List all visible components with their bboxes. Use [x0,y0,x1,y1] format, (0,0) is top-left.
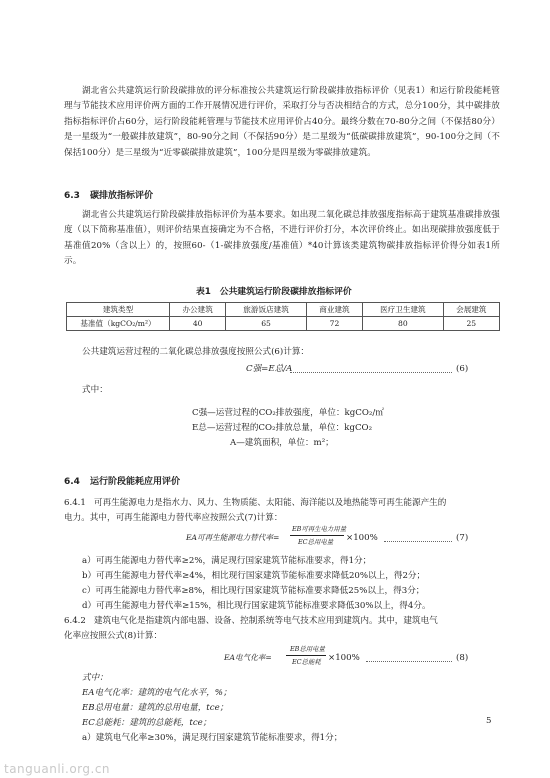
table-header-cell: 会展建筑 [443,303,499,317]
section-number: 6.4 [64,477,80,487]
definition-line: EA电气化率：建筑的电气化水平，%； [82,688,232,698]
clause-text: 化率应按照公式(8)计算： [64,631,163,641]
formula-8-tail: ×100% [328,653,360,663]
table-header-cell: 办公建筑 [170,303,226,317]
table-cell: 40 [170,317,226,331]
definition-line: C强—运营过程的CO₂排放强度，单位：kgCO₂/㎡ [192,408,384,418]
table-header-cell: 旅游饭店建筑 [226,303,307,317]
carbon-baseline-table [66,302,500,331]
table-row-label: 基准值（kgCO₂/m²） [67,317,170,331]
list-item: d）可再生能源电力替代率≥15%，相比现行国家建筑节能标准要求降低30%以上，得4分。 [82,601,431,611]
leader-dots [366,661,452,662]
clause-text: 电力。其中，可再生能源电力替代率应按照公式(7)计算： [64,513,283,523]
formula-8-lhs: EA电气化率= [224,653,272,662]
formula-7-number: (7) [456,533,469,543]
list-item: a）可再生能源电力替代率≥2%，满足现行国家建筑节能标准要求，得1分； [82,556,372,566]
page-number: 5 [486,716,492,726]
section-title: 碳排放指标评价 [90,191,154,201]
table-cell: 72 [306,317,362,331]
definition-line: EC总能耗：建筑的总能耗，tce； [82,718,212,728]
table-row [67,317,500,331]
leader-dots [290,372,452,373]
formula-8-denominator: EC总能耗 [292,658,321,666]
definition-line: EB总用电量：建筑的总用电量，tce； [82,703,229,713]
list-item: b）可再生能源电力替代率≥4%，相比现行国家建筑节能标准要求降低20%以上，得2分； [82,571,426,581]
where-label: 式中： [82,673,108,683]
definition-line: A—建筑面积，单位：m²； [230,438,334,448]
table-header-cell: 建筑类型 [67,303,170,317]
formula-8-number: (8) [456,653,469,663]
clause-number: 6.4.1 [64,498,86,508]
table-cell: 25 [443,317,499,331]
clause-number: 6.4.2 [64,616,86,626]
leader-dots [384,541,452,542]
formula-7-lhs: EA可再生能源电力替代率= [186,533,280,542]
table-cell: 65 [226,317,307,331]
table-cell: 80 [363,317,444,331]
list-item: a）建筑电气化率≥30%，满足现行国家建筑节能标准要求，得1分； [82,733,343,743]
fraction-bar [286,655,326,656]
clause-text: 可再生能源电力是指水力、风力、生物质能、太阳能、海洋能以及地热能等可再生能源产生的 [94,498,447,508]
definition-line: E总—运营过程的CO₂排放总量，单位：kgCO₂ [192,423,373,433]
table-caption: 表1 公共建筑运行阶段碳排放指标评价 [196,287,352,297]
formula-6-intro: 公共建筑运营过程的二氧化碳总排放强度按照公式(6)计算： [82,347,310,357]
formula-7-denominator: EC总用电量 [298,538,334,546]
clause-text: 建筑电气化是指建筑内部电器、设备、控制系统等电气技术应用到建筑内。其中，建筑电气 [94,616,438,626]
section-number: 6.3 [64,191,80,201]
fraction-bar [290,535,344,536]
table-header-row [67,303,500,317]
paragraph-6-3: 湖北省公共建筑运行阶段碳排放指标评价为基本要求。如出现二氧化碳总排放强度指标高于建筑基准碳排放强度（以下简称基准值），则评价结果直接确定为不合格，不进行评价打分，本次评价终止。如出现碳排放强度低于基准值20%（含以上）的，按照60-（1-碳排放强度/基准值）*40计算该类建筑物碳排放指标评价得分如表1所示。 [64,210,500,267]
section-heading-6-3 [64,188,153,201]
formula-7-numerator: EB可再生电力用量 [292,525,347,533]
section-title: 运行阶段能耗应用评价 [90,477,181,487]
formula-6: C强=E总/A [246,364,293,374]
list-item: c）可再生能源电力替代率≥8%，相比现行国家建筑节能标准要求降低25%以上，得3分； [82,586,425,596]
where-label: 式中： [82,385,108,395]
formula-8-numerator: EB总用电量 [290,645,325,653]
section-heading-6-4 [64,474,180,487]
table-header-cell: 商业建筑 [306,303,362,317]
formula-7-tail: ×100% [346,533,378,543]
table-header-cell: 医疗卫生建筑 [363,303,444,317]
watermark: tanguanli.org.cn [4,762,111,776]
formula-6-number: (6) [456,364,469,374]
intro-paragraph: 湖北省公共建筑运行阶段碳排放的评分标准按公共建筑运行阶段碳排放指标评价（见表1）和运行阶段能耗管理与节能技术应用评价两方面的工作开展情况进行评价，采取打分与否决相结合的方式，总分100分，其中碳排放指标指标评价占60分，运行阶段能耗管理与节能技术应用评价占40分。最终分数在70-80分之间（不保括80分）是一星级为“一般碳排放建筑”，80-90分之间（不保括90分）是二星级为“低碳碳排放建筑”，90-100分之间（不保括100分）是三星级为“近零碳碳排放建筑”，100分是四星级为零碳排放建筑。 [64,86,500,158]
